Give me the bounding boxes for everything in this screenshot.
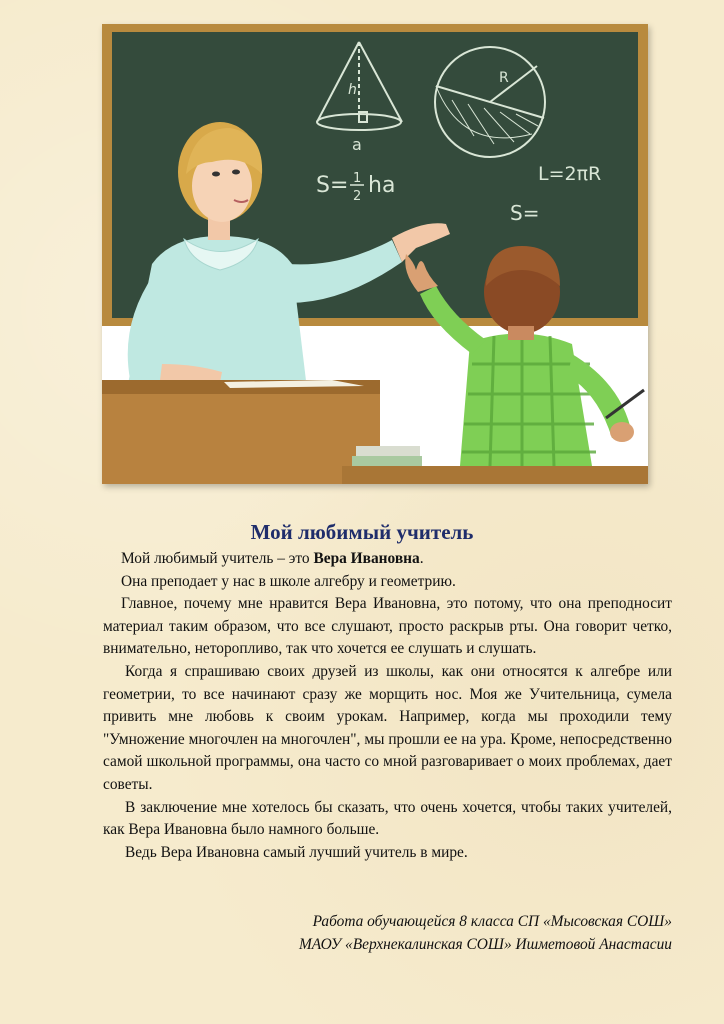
formula-circumference: L=2πR: [538, 163, 602, 185]
paragraph-1: [103, 548, 672, 571]
formula-a: a: [352, 135, 362, 154]
signature: [299, 910, 672, 956]
book-stack: [352, 456, 422, 466]
formula-h: h: [348, 82, 357, 98]
classroom-drawing: [102, 24, 648, 484]
paragraph-6: Ведь Вера Ивановна самый лучший учитель в мире.: [125, 843, 468, 861]
signature-line-2: МАОУ «Верхнекалинская СОШ» Ишметовой Анастасии: [298, 936, 672, 953]
paragraph-1-text: Мой любимый учитель – это: [121, 550, 314, 567]
paragraph-3: Главное, почему мне нравится Вера Ивановна, это потому, что она преподносит материал таким образом, что все слушают, просто раскрыв рты. Она говорит четко, внимательно, неторопливо, так что хочется ее слушать и слушать.: [103, 595, 672, 658]
formula-fraction-num: 1: [353, 171, 362, 186]
student-desk: [342, 466, 648, 484]
paragraph-5: В заключение мне хотелось бы сказать, что очень хочется, чтобы таких учителей, как Вера Ивановна было намного больше.: [103, 798, 672, 839]
signature-line-1: Работа обучающейся 8 класса СП «Мысовская СОШ»: [312, 913, 672, 930]
paragraph-1-end: .: [419, 550, 424, 567]
classroom-illustration: [102, 24, 648, 484]
desk-front: [102, 394, 380, 484]
formula-r: R: [499, 70, 509, 86]
formula-ha: ha: [368, 173, 396, 198]
paragraph-2: Она преподает у нас в школе алгебру и геометрию.: [121, 572, 456, 590]
formula-s-right: S=: [510, 201, 540, 225]
formula-fraction-den: 2: [353, 189, 362, 204]
formula-s-left: S=: [316, 173, 349, 198]
article-title: Мой любимый учитель: [250, 520, 474, 544]
paragraph-4: Когда я спрашиваю своих друзей из школы, как они относятся к алгебре или геометрии, то все начинают сразу же морщить нос. Моя же Учительница, сумела привить мне любовь к своим урокам. Например, когда мы проходили тему "Умножение многочлен на многочлен", мы прошли ее на ура. Кроме, непосредственно самой школьной программы, она часто со мной разговаривает о моих проблемах, дает советы.: [103, 662, 672, 793]
article-body: [103, 548, 672, 864]
teacher-name: Вера Ивановна: [313, 550, 420, 567]
